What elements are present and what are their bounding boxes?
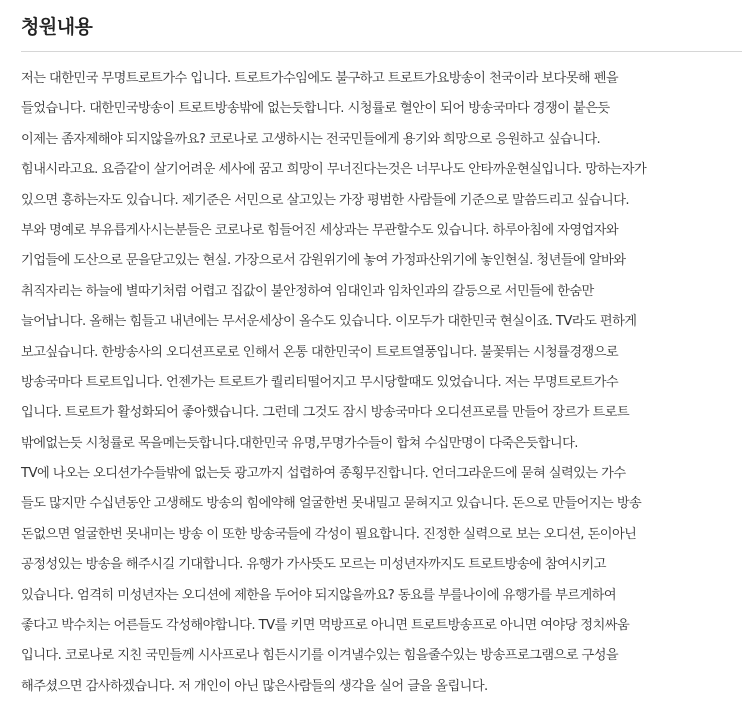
- body-line: 저는 대한민국 무명트로트가수 입니다. 트로트가수임에도 불구하고 트로트가요방송이 천국이라 보다못해 펜을: [21, 71, 619, 86]
- section-title: 청원내용: [21, 16, 93, 38]
- body-line: 밖에없는듯 시청률로 목을메는듯합니다.대한민국 유명,무명가수들이 합쳐 수십만명이 다죽은듯합니다.: [21, 435, 578, 451]
- body-line: 좋다고 박수치는 어른들도 각성해야합니다. TV를 키면 먹방프로 아니면 트로트방송프로 아니면 여야당 정치싸움: [21, 618, 630, 634]
- body-line: 해주셨으면 감사하겠습니다. 저 개인이 아닌 많은사람들의 생각을 실어 글을 올립니다.: [21, 678, 488, 694]
- body-line: 들도 많지만 수십년동안 고생해도 방송의 힘에약해 얼굴한번 못내밀고 묻혀지고 있습니다. 돈으로 만들어지는 방송: [21, 496, 642, 512]
- body-line: 힘내시라고요. 요즘같이 살기어려운 세사에 꿈고 희망이 무너진다는것은 너무나도 안타까운현실입니다. 망하는자가: [21, 162, 647, 178]
- body-line: 취직자리는 하늘에 별따기처럼 어렵고 집값이 불안정하여 임대인과 임차인과의 갈등으로 서민들에 한숨만: [21, 283, 594, 299]
- body-line: 들었습니다. 대한민국방송이 트로트방송밖에 없는듯합니다. 시청률로 혈안이 되어 방송국마다 경쟁이 붙은듯: [21, 101, 610, 117]
- body-line: 입니다. 코로나로 지친 국민들께 시사프로나 힘든시기를 이겨낼수있는 힘을줄수있는 방송프로그램으로 구성을: [21, 648, 619, 664]
- body-line: TV에 나오는 오디션가수들밖에 없는듯 광고까지 섭렵하여 종횡무진합니다. 언더그라운드에 묻혀 실력있는 가수: [21, 466, 626, 482]
- title-divider: [21, 51, 742, 52]
- body-line: 보고싶습니다. 한방송사의 오디션프로로 인해서 온통 대한민국이 트로트열풍입니다. 불꽃튀는 시청률경쟁으로: [21, 344, 619, 360]
- body-line: 부와 명예로 부유릅게사시는분들은 코로나로 힘들어진 세상과는 무관할수도 있습니다. 하루아침에 자영업자와: [21, 222, 619, 238]
- body-line: 입니다. 트로트가 활성화되어 좋아했습니다. 그런데 그것도 잠시 방송국마다 오디션프로를 만들어 장르가 트로트: [21, 405, 630, 421]
- body-line: 늘어납니다. 올해는 힘들고 내년에는 무서운세상이 올수도 있습니다. 이모두가 대한민국 현실이죠. TV라도 편하게: [21, 314, 637, 330]
- body-line: 이제는 좀자제해야 되지않을까요? 코로나로 고생하시는 전국민들에게 용기와 희망으로 응원하고 싶습니다.: [21, 131, 601, 147]
- body-line: 있으면 흥하는자도 있습니다. 제기준은 서민으로 살고있는 가장 평범한 사람들에 기준으로 말씀드리고 싶습니다.: [21, 192, 630, 208]
- body-line: 기업들에 도산으로 문을닫고있는 현실. 가장으로서 감원위기에 놓여 가정파산위기에 놓인현실. 청년들에 알바와: [21, 253, 626, 269]
- body-line: 돈없으면 얼굴한번 못내미는 방송 이 또한 방송국들에 각성이 필요합니다. 진정한 실력으로 보는 오디션, 돈이아닌: [21, 526, 637, 542]
- body-line: 공정성있는 방송을 해주시길 기대합니다. 유행가 가사뜻도 모르는 미성년자까지도 트로트방송에 참여시키고: [21, 557, 606, 573]
- body-line: 방송국마다 트로트입니다. 언젠가는 트로트가 퀄리티떨어지고 무시당할때도 있었습니다. 저는 무명트로트가수: [21, 374, 619, 390]
- body-line: 있습니다. 엄격히 미성년자는 오디션에 제한을 두어야 되지않을까요? 동요를 부를나이에 유행가를 부르게하여: [21, 587, 617, 603]
- petition-body: [21, 64, 721, 702]
